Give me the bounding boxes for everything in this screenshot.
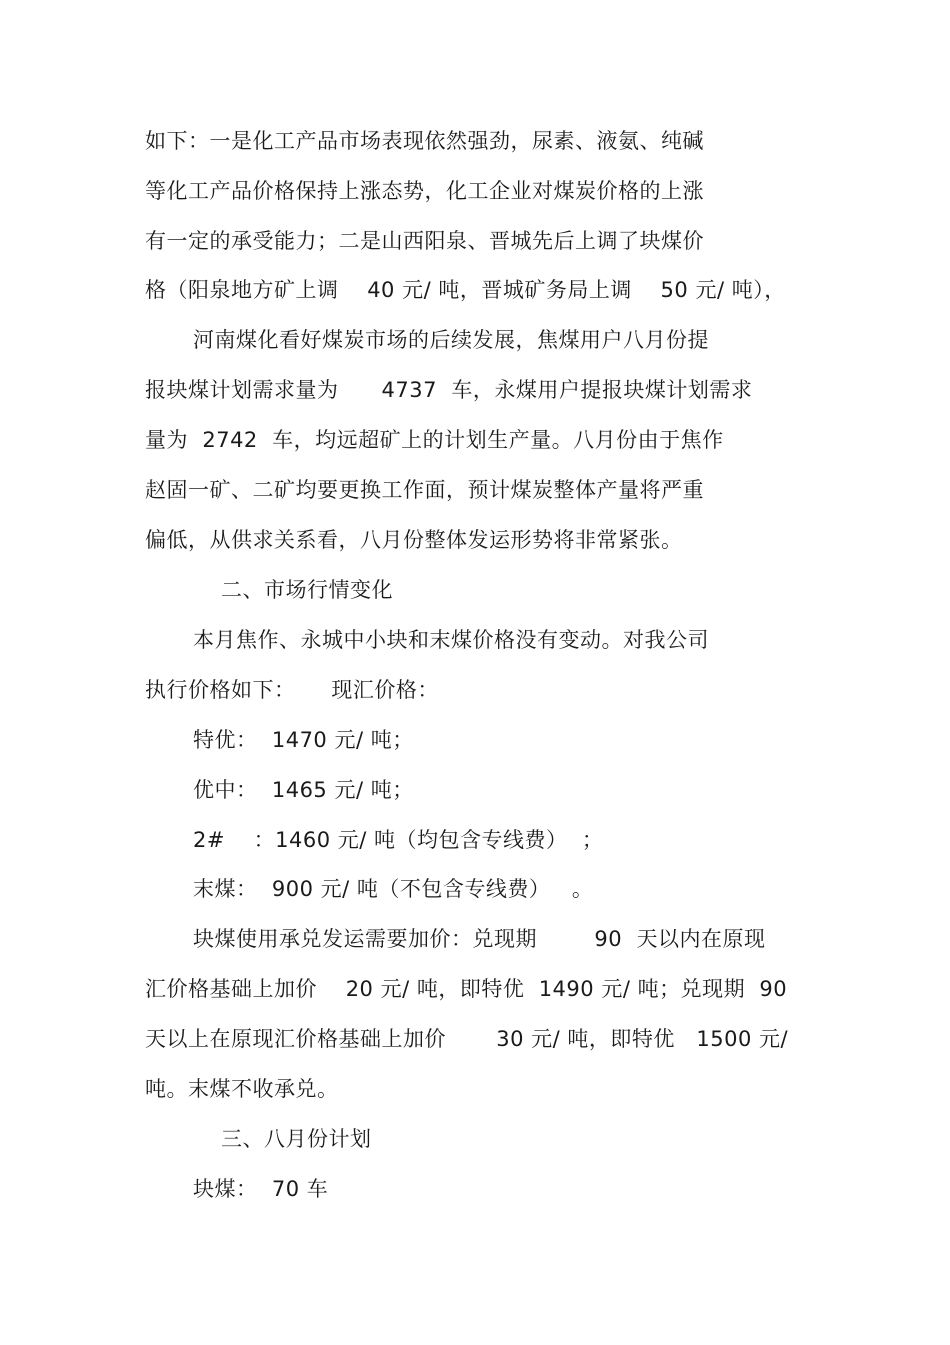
text-line: 天以上在原现汇价格基础上加价 30 元/ 吨，即特优 1500 元/: [145, 1027, 789, 1051]
section-heading: 二、市场行情变化: [221, 578, 393, 602]
text-line: 如下：一是化工产品市场表现依然强劲，尿素、液氨、纯碱: [145, 129, 704, 153]
plan-line: 块煤： 70 车: [193, 1177, 329, 1201]
text-line: 块煤使用承兑发运需要加价：兑现期 90 天以内在原现: [193, 927, 766, 951]
price-line: 优中： 1465 元/ 吨；: [193, 778, 414, 802]
price-line: 特优： 1470 元/ 吨；: [193, 728, 414, 752]
text-line: 等化工产品价格保持上涨态势，化工企业对煤炭价格的上涨: [145, 179, 704, 203]
text-line: 报块煤计划需求量为 4737 车，永煤用户提报块煤计划需求: [145, 378, 753, 402]
price-line: 2# ：1460 元/ 吨（均包含专线费） ；: [193, 828, 604, 852]
text-line: 河南煤化看好煤炭市场的后续发展，焦煤用户八月份提: [193, 328, 709, 352]
price-line: 末煤： 900 元/ 吨（不包含专线费） 。: [193, 877, 594, 901]
text-line: 赵固一矿、二矿均要更换工作面，预计煤炭整体产量将严重: [145, 478, 704, 502]
text-line: 本月焦作、永城中小块和末煤价格没有变动。对我公司: [193, 628, 709, 652]
text-line: 偏低，从供求关系看，八月份整体发运形势将非常紧张。: [145, 528, 683, 552]
text-line: 汇价格基础上加价 20 元/ 吨，即特优 1490 元/ 吨；兑现期 90: [145, 977, 788, 1001]
text-line: 量为 2742 车，均远超矿上的计划生产量。八月份由于焦作: [145, 428, 724, 452]
text-line: 执行价格如下： 现汇价格：: [145, 678, 439, 702]
section-heading: 三、八月份计划: [221, 1127, 372, 1151]
text-line: 吨。末煤不收承兑。: [145, 1077, 339, 1101]
text-line: 有一定的承受能力；二是山西阳泉、晋城先后上调了块煤价: [145, 229, 704, 253]
text-line: 格（阳泉地方矿上调 40 元/ 吨，晋城矿务局上调 50 元/ 吨），: [145, 278, 786, 302]
